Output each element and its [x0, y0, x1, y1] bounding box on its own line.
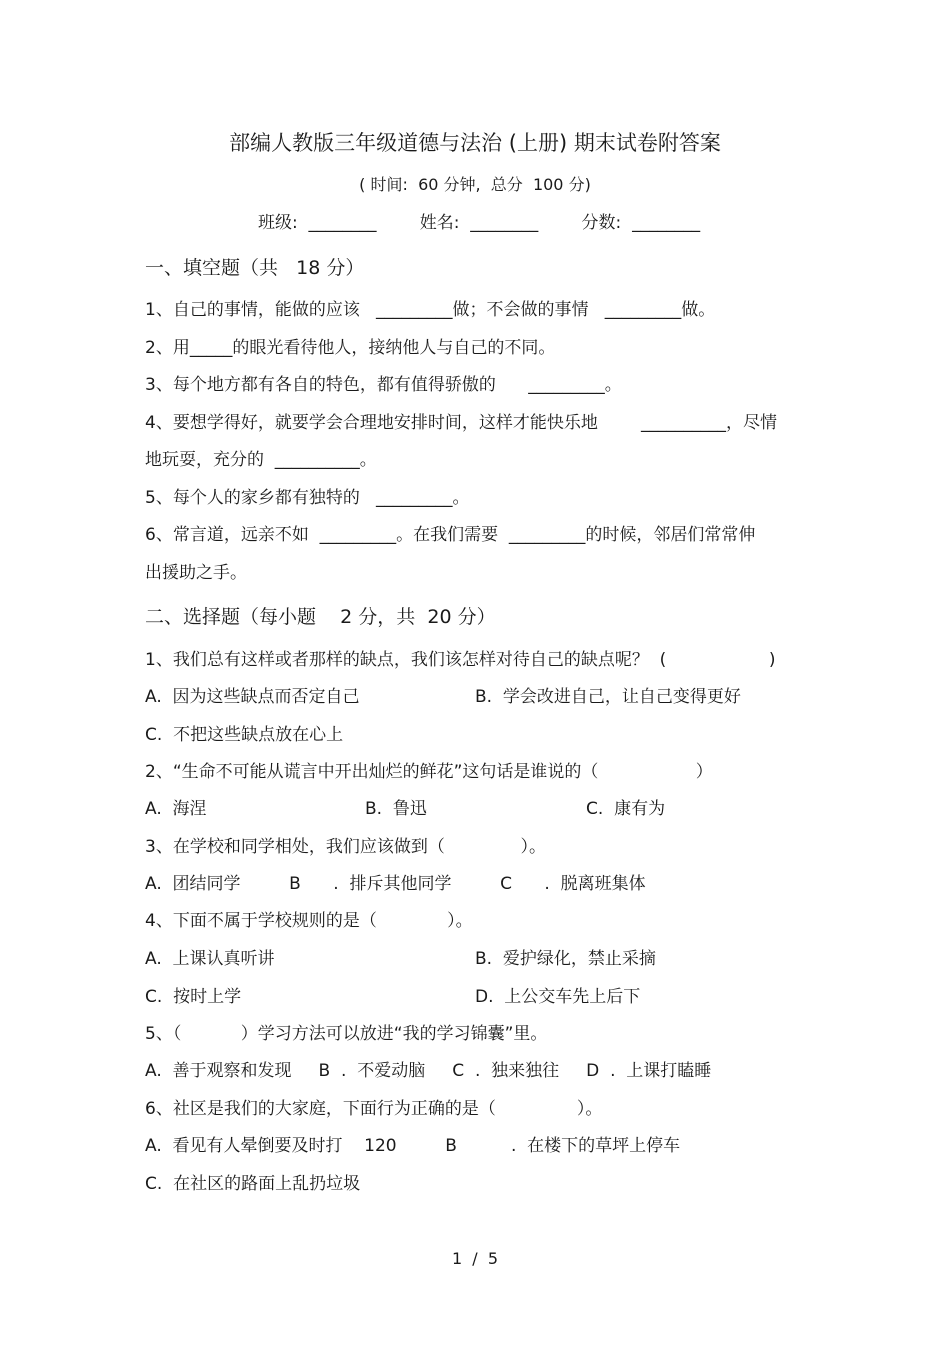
option-b: B. 爱护绿化，禁止采摘 [475, 949, 656, 969]
option-d: D. 上公交车先上后下 [475, 987, 641, 1007]
question-line: 1、我们总有这样或者那样的缺点，我们该怎样对待自己的缺点呢？ ( ) [145, 650, 776, 670]
question-line: 2、用_____的眼光看待他人，接纳他人与自己的不同。 [145, 338, 556, 358]
question-line: 6、社区是我们的大家庭，下面行为正确的是（ ）。 [145, 1099, 603, 1119]
question-line: 4、下面不属于学校规则的是（ ）。 [145, 911, 473, 931]
option-a: A. 因为这些缺点而否定自己 [145, 687, 360, 707]
option-line: A. 看见有人晕倒要及时打 120 B . 在楼下的草坪上停车 [145, 1136, 681, 1156]
option-c: C. 康有为 [586, 799, 666, 819]
page-title: 部编人教版三年级道德与法治 (上册) 期末试卷附答案 [229, 131, 721, 155]
question-line: 5、每个人的家乡都有独特的 _________。 [145, 488, 470, 508]
option-a: A. 海涅 [145, 799, 207, 819]
question-line: 3、每个地方都有各自的特色，都有值得骄傲的 _________。 [145, 375, 622, 395]
exam-time-score: ( 时间: 60 分钟, 总分 100 分) [359, 175, 591, 194]
option-c: C. 在社区的路面上乱扔垃圾 [145, 1174, 361, 1194]
student-info-line: 班级: ________ 姓名: ________ 分数: ________ [258, 213, 701, 233]
question-line: 地玩耍，充分的 __________。 [145, 450, 377, 470]
question-line: 2、“生命不可能从谎言中开出灿烂的鲜花”这句话是谁说的（ ） [145, 762, 713, 782]
question-line: 5、（ ）学习方法可以放进“我的学习锦囊”里。 [145, 1024, 548, 1044]
section-heading-multiple-choice: 二、选择题（每小题 2 分，共 20 分） [145, 606, 496, 628]
option-c: C. 不把这些缺点放在心上 [145, 725, 344, 745]
option-line: A. 善于观察和发现 B . 不爱动脑 C . 独来独往 D . 上课打瞌睡 [145, 1061, 712, 1081]
option-b: B. 学会改进自己，让自己变得更好 [475, 687, 741, 707]
option-b: B. 鲁迅 [365, 799, 427, 819]
option-c: C. 按时上学 [145, 987, 242, 1007]
question-line: 出援助之手。 [145, 563, 247, 583]
page-number: 1 / 5 [451, 1249, 499, 1268]
question-line: 1、自己的事情，能做的应该 _________做；不会做的事情 _________做。 [145, 300, 716, 320]
question-line: 3、在学校和同学相处，我们应该做到（ ）。 [145, 837, 546, 857]
section-heading-fill-blank: 一、填空题（共 18 分） [145, 257, 365, 279]
question-line: 6、常言道，远亲不如 _________。在我们需要 _________的时候，邻居们常常伸 [145, 525, 756, 545]
option-a: A. 上课认真听讲 [145, 949, 275, 969]
option-line: A. 团结同学 B . 排斥其他同学 C . 脱离班集体 [145, 874, 646, 894]
question-line: 4、要想学得好，就要学会合理地安排时间，这样才能快乐地 __________，尽情 [145, 413, 778, 433]
